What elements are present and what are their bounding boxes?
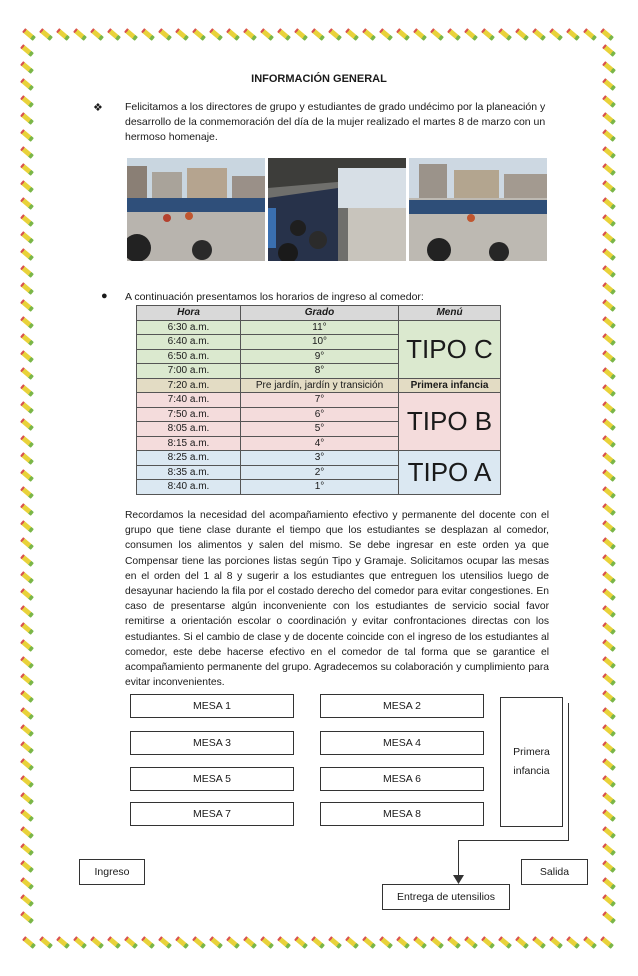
pencil-icon	[158, 28, 172, 41]
pencil-icon	[602, 826, 616, 839]
pencil-icon	[20, 707, 34, 720]
pencil-icon	[362, 28, 376, 41]
table-row	[137, 393, 501, 408]
pencil-icon	[73, 936, 87, 949]
pencil-icon	[192, 28, 206, 41]
pencil-icon	[20, 146, 34, 159]
pencil-icon	[20, 95, 34, 108]
pencil-icon	[498, 936, 512, 949]
pencil-icon	[602, 333, 616, 346]
pencil-icon	[20, 588, 34, 601]
menu-tipo-a: TIPO A	[399, 451, 501, 495]
pencil-icon	[413, 936, 427, 949]
mesa-7: MESA 7	[130, 802, 294, 826]
cell-hora: 7:20 a.m.	[137, 378, 241, 393]
pencil-icon	[209, 28, 223, 41]
pencil-icon	[20, 435, 34, 448]
cell-grado: 3°	[241, 451, 399, 466]
pencil-icon	[20, 554, 34, 567]
pencil-icon	[532, 936, 546, 949]
pencil-icon	[602, 61, 616, 74]
mesa-6: MESA 6	[320, 767, 484, 791]
entrega-utensilios-box: Entrega de utensilios	[382, 884, 510, 910]
pencil-icon	[464, 936, 478, 949]
pencil-icon	[602, 367, 616, 380]
pencil-icon	[549, 28, 563, 41]
pencil-icon	[602, 503, 616, 516]
pencil-icon	[549, 936, 563, 949]
header-menu: Menú	[399, 306, 501, 321]
pencil-icon	[124, 936, 138, 949]
pencil-icon	[20, 163, 34, 176]
menu-tipo-b: TIPO B	[399, 393, 501, 451]
flow-line-horizontal	[458, 840, 569, 841]
pencil-icon	[20, 452, 34, 465]
pencil-icon	[90, 936, 104, 949]
pencil-icon	[602, 469, 616, 482]
mesa-5: MESA 5	[130, 767, 294, 791]
pencil-icon	[602, 571, 616, 584]
pencil-icon	[73, 28, 87, 41]
pencil-icon	[20, 503, 34, 516]
header-grado: Grado	[241, 306, 399, 321]
pencil-icon	[20, 316, 34, 329]
cell-hora: 8:25 a.m.	[137, 451, 241, 466]
pencil-icon	[20, 656, 34, 669]
pencil-icon	[379, 28, 393, 41]
pencil-icon	[107, 936, 121, 949]
pencil-icon	[602, 911, 616, 924]
event-photo-3	[409, 158, 547, 261]
pencil-icon	[602, 690, 616, 703]
pencil-icon	[498, 28, 512, 41]
pencil-icon	[602, 707, 616, 720]
cell-hora: 8:35 a.m.	[137, 465, 241, 480]
pencil-icon	[602, 435, 616, 448]
pencil-icon	[141, 28, 155, 41]
pencil-icon	[602, 724, 616, 737]
pencil-icon	[583, 28, 597, 41]
primera-infancia-box: Primera infancia	[500, 697, 563, 827]
cell-hora: 8:15 a.m.	[137, 436, 241, 451]
event-photo-1	[127, 158, 265, 261]
pencil-icon	[396, 28, 410, 41]
pencil-icon	[532, 28, 546, 41]
pencil-icon	[90, 28, 104, 41]
pencil-icon	[20, 520, 34, 533]
pencil-icon	[602, 877, 616, 890]
schedule-intro: A continuación presentamos los horarios de ingreso al comedor:	[125, 291, 424, 303]
page-title: INFORMACIÓN GENERAL	[251, 73, 387, 85]
pencil-icon	[602, 554, 616, 567]
cell-grado: 9°	[241, 349, 399, 364]
pencil-icon	[20, 843, 34, 856]
pencil-icon	[602, 282, 616, 295]
pencil-icon	[602, 741, 616, 754]
pencil-icon	[20, 418, 34, 431]
mesa-2: MESA 2	[320, 694, 484, 718]
pencil-icon	[602, 758, 616, 771]
pencil-icon	[602, 418, 616, 431]
pencil-icon	[602, 605, 616, 618]
pencil-icon	[209, 936, 223, 949]
flow-line-down	[458, 840, 459, 878]
pencil-icon	[602, 384, 616, 397]
pencil-icon	[277, 936, 291, 949]
header-hora: Hora	[137, 306, 241, 321]
pencil-icon	[602, 299, 616, 312]
cell-hora: 7:50 a.m.	[137, 407, 241, 422]
pencil-icon	[277, 28, 291, 41]
body-paragraph: Recordamos la necesidad del acompañamiento efectivo y permanente del docente con el grupo que tiene clase durante el tiempo que los estudiantes se desplazan al comedor, consumen los alimentos y salen del mismo. Se debe ingresar en este orden ya que Compensar tiene las porciones listas según Tipo y Gramaje. Solicitamos ocupar las mesas en el orden del 1 al 8 y sugerir a los estudiantes que entreguen los utensilios luego de desayunar haciendo la fila por el costado derecho del comedor para evitar congestiones. En caso de presentarse algún inconveniente con los estudiantes de servicio social favor remitirse a orientación escolar o coordinación y evitar confrontaciones directas con los estudiantes. Si el cambio de clase y de docente coincide con el ingreso de los estudiantes al comedor, este debe hacerse efectivo en el comedor de tal forma que se garantice el acompañamiento permanente del grupo. Agradecemos su colaboración y cumplimiento para evitar inconvenientes.	[125, 510, 549, 689]
pencil-icon	[602, 894, 616, 907]
intro-paragraph: Felicitamos a los directores de grupo y estudiantes de grado undécimo por la planeación y desarrollo de la conmemoración del día de la mujer realizado el martes 8 de marzo con un hermoso homenaje.	[125, 101, 546, 143]
cell-grado: 2°	[241, 465, 399, 480]
cell-hora: 6:50 a.m.	[137, 349, 241, 364]
pencil-icon	[396, 936, 410, 949]
pencil-icon	[22, 28, 36, 41]
cell-grado: 10°	[241, 335, 399, 350]
pencil-icon	[243, 28, 257, 41]
pencil-icon	[602, 129, 616, 142]
pencil-icon	[430, 936, 444, 949]
pencil-icon	[602, 316, 616, 329]
pencil-icon	[602, 214, 616, 227]
pencil-icon	[20, 894, 34, 907]
mesa-4: MESA 4	[320, 731, 484, 755]
pencil-icon	[20, 826, 34, 839]
pencil-icon	[413, 28, 427, 41]
pencil-icon	[20, 265, 34, 278]
pencil-icon	[602, 180, 616, 193]
pencil-icon	[226, 936, 240, 949]
pencil-icon	[20, 367, 34, 380]
pencil-icon	[602, 486, 616, 499]
pencil-icon	[345, 936, 359, 949]
cell-hora: 8:40 a.m.	[137, 480, 241, 495]
pencil-icon	[158, 936, 172, 949]
pencil-icon	[20, 792, 34, 805]
pencil-icon	[20, 537, 34, 550]
pencil-icon	[602, 44, 616, 57]
pencil-icon	[602, 673, 616, 686]
pencil-icon	[39, 28, 53, 41]
cell-grado: 7°	[241, 393, 399, 408]
pencil-icon	[20, 333, 34, 346]
pencil-icon	[20, 911, 34, 924]
pencil-icon	[20, 61, 34, 74]
pencil-icon	[602, 265, 616, 278]
pencil-icon	[583, 936, 597, 949]
pencil-icon	[20, 775, 34, 788]
pencil-icon	[602, 537, 616, 550]
mesa-3: MESA 3	[130, 731, 294, 755]
cell-grado: 4°	[241, 436, 399, 451]
table-row	[137, 451, 501, 466]
pencil-icon	[56, 936, 70, 949]
cell-grado: 5°	[241, 422, 399, 437]
pencil-icon	[20, 673, 34, 686]
table-header-row	[137, 306, 501, 321]
cell-hora: 8:05 a.m.	[137, 422, 241, 437]
schedule-table	[136, 305, 501, 495]
salida-box: Salida	[521, 859, 588, 885]
pencil-icon	[20, 282, 34, 295]
menu-tipo-c: TIPO C	[399, 320, 501, 378]
pencil-icon	[602, 792, 616, 805]
arrow-down-icon	[453, 875, 464, 884]
pencil-icon	[260, 936, 274, 949]
pencil-icon	[515, 936, 529, 949]
pencil-icon	[481, 936, 495, 949]
pencil-icon	[515, 28, 529, 41]
pencil-icon	[20, 724, 34, 737]
pencil-icon	[20, 622, 34, 635]
pencil-icon	[175, 28, 189, 41]
mesa-8: MESA 8	[320, 802, 484, 826]
pencil-icon	[602, 248, 616, 261]
pencil-icon	[22, 936, 36, 949]
cell-hora: 6:40 a.m.	[137, 335, 241, 350]
pencil-icon	[602, 520, 616, 533]
pencil-icon	[311, 936, 325, 949]
pencil-icon	[243, 936, 257, 949]
pencil-icon	[20, 877, 34, 890]
cell-grado: 11°	[241, 320, 399, 335]
pencil-icon	[20, 469, 34, 482]
pencil-icon	[20, 180, 34, 193]
pencil-icon	[566, 936, 580, 949]
mesa-1: MESA 1	[130, 694, 294, 718]
pencil-icon	[20, 231, 34, 244]
pencil-icon	[602, 197, 616, 210]
pencil-icon	[192, 936, 206, 949]
pencil-icon	[20, 401, 34, 414]
pencil-icon	[447, 28, 461, 41]
pencil-icon	[20, 248, 34, 261]
pencil-icon	[602, 622, 616, 635]
pencil-icon	[20, 571, 34, 584]
pencil-icon	[20, 809, 34, 822]
cell-hora: 6:30 a.m.	[137, 320, 241, 335]
cell-grado: 1°	[241, 480, 399, 495]
pencil-icon	[602, 350, 616, 363]
pencil-icon	[124, 28, 138, 41]
pencil-icon	[175, 936, 189, 949]
bullet-dot-icon: ●	[101, 290, 108, 302]
pencil-icon	[602, 231, 616, 244]
pencil-icon	[20, 639, 34, 652]
pencil-icon	[481, 28, 495, 41]
cell-hora: 7:00 a.m.	[137, 364, 241, 379]
pencil-icon	[430, 28, 444, 41]
pencil-icon	[602, 588, 616, 601]
cell-grado: Pre jardín, jardín y transición	[241, 378, 399, 393]
pencil-icon	[602, 843, 616, 856]
pencil-icon	[20, 197, 34, 210]
pencil-icon	[20, 758, 34, 771]
pencil-icon	[602, 95, 616, 108]
pencil-icon	[328, 28, 342, 41]
pencil-icon	[20, 299, 34, 312]
pencil-icon	[328, 936, 342, 949]
pencil-icon	[20, 214, 34, 227]
pencil-icon	[345, 28, 359, 41]
pencil-icon	[602, 112, 616, 125]
pencil-icon	[447, 936, 461, 949]
pencil-icon	[20, 860, 34, 873]
pencil-icon	[464, 28, 478, 41]
pencil-icon	[20, 350, 34, 363]
cell-grado: 6°	[241, 407, 399, 422]
pencil-icon	[20, 690, 34, 703]
menu-primera-infancia: Primera infancia	[399, 378, 501, 393]
pencil-icon	[20, 605, 34, 618]
cell-hora: 7:40 a.m.	[137, 393, 241, 408]
pencil-icon	[294, 28, 308, 41]
pencil-icon	[107, 28, 121, 41]
pencil-icon	[20, 129, 34, 142]
cell-grado: 8°	[241, 364, 399, 379]
pencil-icon	[602, 146, 616, 159]
pencil-icon	[602, 452, 616, 465]
diamond-bullet-icon: ❖	[93, 102, 103, 114]
event-photo-2	[268, 158, 406, 261]
pencil-icon	[20, 44, 34, 57]
pencil-icon	[600, 28, 614, 41]
pencil-icon	[20, 741, 34, 754]
pencil-icon	[141, 936, 155, 949]
pencil-icon	[39, 936, 53, 949]
table-row	[137, 378, 501, 393]
pencil-icon	[566, 28, 580, 41]
pencil-icon	[600, 936, 614, 949]
pencil-icon	[260, 28, 274, 41]
pencil-icon	[602, 401, 616, 414]
pencil-icon	[362, 936, 376, 949]
table-row	[137, 320, 501, 335]
pencil-icon	[56, 28, 70, 41]
flow-line-vertical	[568, 703, 569, 841]
pencil-icon	[602, 775, 616, 788]
pencil-icon	[379, 936, 393, 949]
event-photos	[127, 158, 547, 261]
pencil-icon	[602, 163, 616, 176]
pencil-icon	[226, 28, 240, 41]
pencil-icon	[602, 809, 616, 822]
pencil-icon	[20, 112, 34, 125]
pencil-icon	[294, 936, 308, 949]
pencil-icon	[311, 28, 325, 41]
pencil-icon	[20, 486, 34, 499]
ingreso-box: Ingreso	[79, 859, 145, 885]
pencil-icon	[602, 639, 616, 652]
pencil-icon	[602, 860, 616, 873]
pencil-icon	[20, 384, 34, 397]
pencil-icon	[602, 656, 616, 669]
